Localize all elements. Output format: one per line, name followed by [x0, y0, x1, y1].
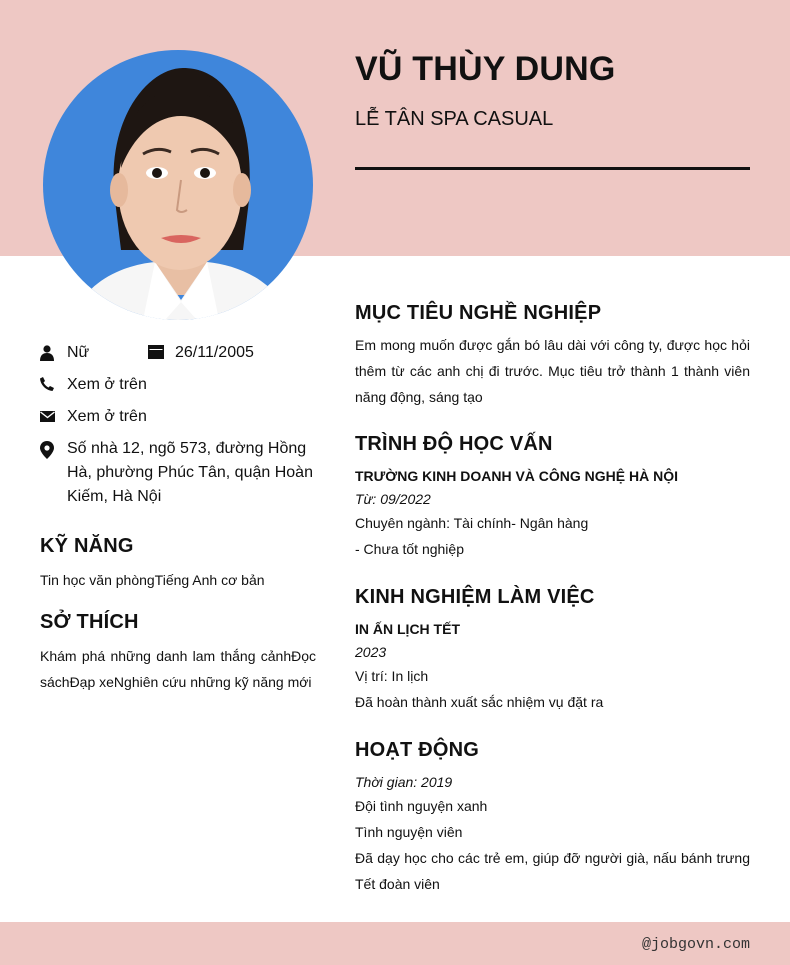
- profile-photo: [43, 50, 313, 320]
- address-row: [40, 437, 315, 509]
- candidate-name: VŨ THÙY DUNG: [355, 50, 616, 88]
- job-title: LỄ TÂN SPA CASUAL: [355, 108, 554, 130]
- experience-position: Vị trí: In lịch: [355, 668, 429, 684]
- education-block: [355, 464, 750, 562]
- dob-row: [148, 341, 254, 365]
- education-title: TRÌNH ĐỘ HỌC VẤN: [355, 433, 553, 455]
- email-row: [40, 405, 147, 429]
- location-icon: [40, 437, 67, 459]
- experience-year: 2023: [355, 644, 387, 660]
- phone-value: Xem ở trên: [67, 376, 147, 393]
- company-name: IN ẤN LỊCH TẾT: [355, 621, 460, 637]
- hobbies-text: Khám phá những danh lam thắng cảnhĐọc sáchĐạp xeNghiên cứu những kỹ năng mới: [40, 648, 316, 690]
- footer-watermark: @jobgovn.com: [641, 936, 750, 953]
- experience-title: KINH NGHIỆM LÀM VIỆC: [355, 586, 595, 608]
- gender-value: Nữ: [67, 344, 90, 361]
- experience-desc: Đã hoàn thành xuất sắc nhiệm vụ đặt ra: [355, 694, 604, 710]
- education-period: Từ: 09/2022: [355, 491, 431, 507]
- portrait-illustration: [43, 50, 313, 320]
- experience-block: [355, 617, 750, 715]
- person-icon: [40, 341, 67, 361]
- school-name: TRƯỜNG KINH DOANH VÀ CÔNG NGHỆ HÀ NỘI: [355, 468, 679, 484]
- skills-title: KỸ NĂNG: [40, 535, 134, 557]
- activity-time: Thời gian: 2019: [355, 774, 453, 790]
- email-icon: [40, 405, 67, 423]
- activity-desc: Đã dạy học cho các trẻ em, giúp đỡ người già, nấu bánh trưng Tết đoàn viên: [355, 850, 750, 892]
- gender-row: [40, 341, 89, 365]
- phone-row: [40, 373, 147, 397]
- phone-icon: [40, 373, 67, 391]
- activity-group: Đội tình nguyện xanh: [355, 798, 488, 814]
- education-major: Chuyên ngành: Tài chính- Ngân hàng: [355, 515, 589, 531]
- calendar-icon: [148, 341, 175, 359]
- header-divider: [355, 167, 750, 170]
- dob-value: 26/11/2005: [175, 344, 254, 361]
- activities-title: HOẠT ĐỘNG: [355, 739, 480, 761]
- activity-role: Tình nguyện viên: [355, 824, 463, 840]
- skills-text: Tin học văn phòngTiếng Anh cơ bản: [40, 572, 265, 588]
- objective-title: MỤC TIÊU NGHỀ NGHIỆP: [355, 302, 602, 324]
- education-status: - Chưa tốt nghiệp: [355, 541, 464, 557]
- address-value: Số nhà 12, ngõ 573, đường Hồng Hà, phường Phúc Tân, quận Hoàn Kiếm, Hà Nội: [67, 440, 313, 505]
- email-value: Xem ở trên: [67, 408, 147, 425]
- activities-block: [355, 771, 750, 897]
- hobbies-title: SỞ THÍCH: [40, 611, 139, 633]
- objective-text: Em mong muốn được gắn bó lâu dài với công ty, được học hỏi thêm từ các anh chị đi trước. Mục tiêu trở thành 1 thành viên năng động, sáng tạo: [355, 337, 750, 405]
